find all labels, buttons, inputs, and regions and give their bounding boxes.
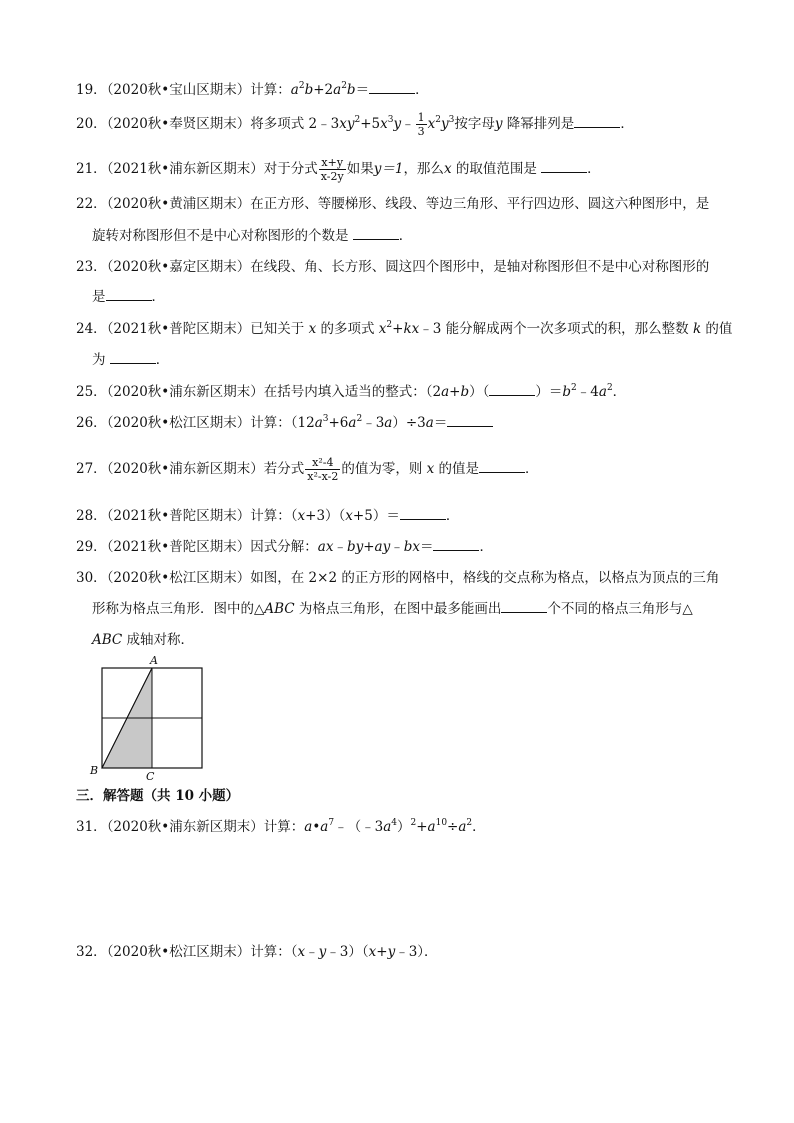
section-heading: 三．解答题（共 10 小题） [76,788,240,804]
answer-blank[interactable] [400,507,446,520]
question-26: 26．（2020秋•松江区期末）计算：$(12a^3+6a^2﹣3a)\div 3a=$ [76,413,493,433]
answer-blank[interactable] [106,288,152,301]
fraction: $\frac{1}{3}$ [417,111,425,138]
answer-blank[interactable] [501,600,547,613]
question-23: 23．（2020秋•嘉定区期末）在线段、角、长方形、圆这四个图形中，是轴对称图形但不是中心对称图形的 [76,259,710,275]
answer-blank[interactable] [369,81,415,94]
answer-blank[interactable] [541,160,587,173]
point-b-label: B [90,764,99,777]
question-29: 29．（2021秋•普陀区期末）因式分解：ax﹣by+ay﹣bx＝ ． [76,539,493,555]
answer-blank[interactable] [447,414,493,427]
question-31: 31．（2020秋•浦东新区期末）计算：$a•a^7﹣(﹣3a^4)^2+a^{10}\div a^2$． [76,818,486,835]
question-30: 30．（2020秋•松江区期末）如图，在 2×2 的正方形的网格中，格线的交点称为格点，以格点为顶点的三角 [76,570,720,586]
answer-blank[interactable] [110,351,156,364]
question-20: 20．（2020秋•奉贤区期末）将多项式 $2﹣3xy^2+5x^3y﹣$ $\frac{1}{3}$ $x^2y^3$按字母y 降幂排列是 ． [76,111,634,138]
question-25: 25．（2020秋•浦东新区期末）在括号内填入适当的整式：（2a+b）（ ）$=b^2﹣4a^2$． [76,383,627,400]
question-24-line2: 为 ． [92,352,170,368]
answer-blank[interactable] [479,460,525,473]
question-22: 22．（2020秋•黄浦区期末）在正方形、等腰梯形、线段、等边三角形、平行四边形、圆这六种图形中，是 [76,196,710,212]
answer-blank[interactable] [353,227,399,240]
question-32: 32．（2020秋•松江区期末）计算：（x﹣y﹣3）（x+y﹣3）． [76,944,438,960]
fraction: $\frac{x+y}{x-2y}$ [320,156,344,183]
question-23-line2: 是 ． [92,289,165,305]
fraction: $\frac{\text{x²-4}}{\text{x²-x-2}}$ [307,456,339,483]
question-19: 19．（2020秋•宝山区期末）计算：$a^2b+2a^2b=$ ． [76,81,429,98]
question-21: 21．（2021秋•浦东新区期末）对于分式 $\frac{x+y}{x-2y}$ 如果y＝1，那么x 的取值范围是 ． [76,156,601,183]
answer-blank[interactable] [433,538,479,551]
question-24: 24．（2021秋•普陀区期末）已知关于 x 的多项式 $x^2+kx﹣3$ 能分解成两个一次多项式的积，那么整数 k 的值 [76,320,733,337]
answer-blank[interactable] [574,115,620,128]
question-28: 28．（2021秋•普陀区期末）计算：（x+3）（x+5）＝ ． [76,508,460,524]
question-27: 27．（2020秋•浦东新区期末）若分式 $\frac{\text{x²-4}}{\text{x²-x-2}}$ 的值为零，则 x 的值是 ． [76,456,539,483]
question-22-line2: 旋转对称图形但不是中心对称图形的个数是 ． [92,228,413,244]
point-a-label: A [150,654,158,667]
answer-blank[interactable] [489,383,535,396]
question-30-line3: ABC 成轴对称． [92,632,195,648]
question-30-line2: 形称为格点三角形．图中的△ABC 为格点三角形，在图中最多能画出 个不同的格点三角形与△ [92,601,693,617]
point-c-label: C [146,770,155,782]
grid-figure [86,652,216,782]
